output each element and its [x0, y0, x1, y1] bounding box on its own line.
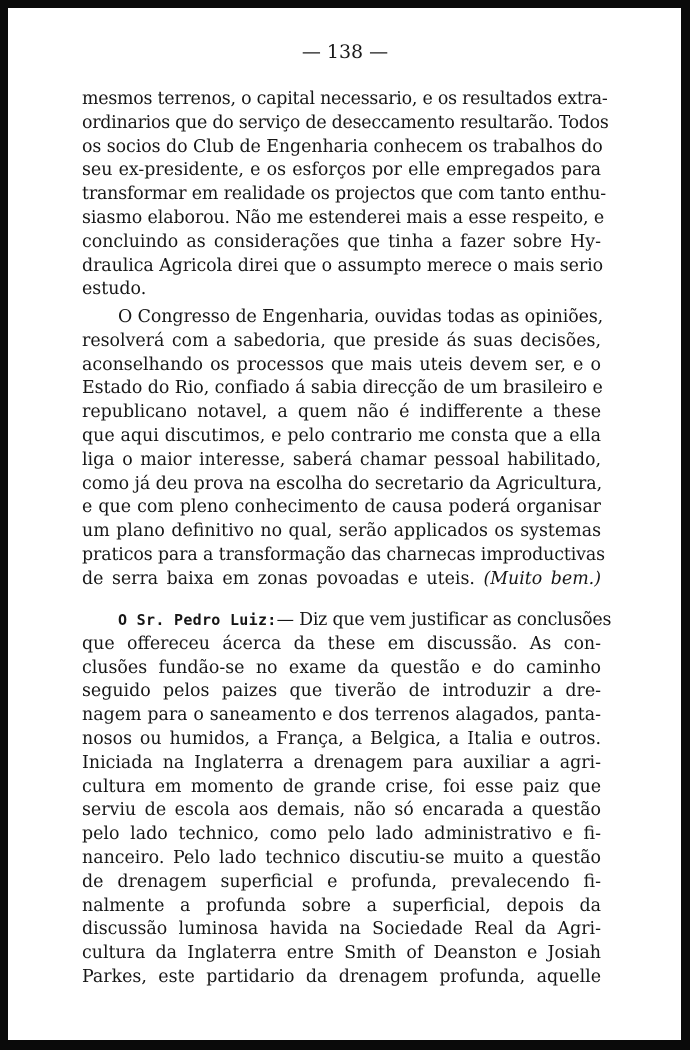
text-line: um plano definitivo no qual, serão applicados os systemas [82, 521, 601, 542]
paragraph-congresso [82, 306, 605, 592]
text-line: de drenagem superficial e profunda, prevalecendo fi- [82, 871, 601, 892]
text-line: liga o maior interesse, saberá chamar pessoal habilitado, [82, 449, 601, 470]
text-line: pelo lado technico, como pelo lado administrativo e fi- [82, 824, 601, 845]
text-line: nosos ou humidos, a França, a Belgica, a Italia e outros. [82, 728, 601, 749]
text-line: serviu de escola aos demais, não só encarada a questão [82, 800, 601, 821]
text-line: ordinarios que do serviço de deseccamento resultarão. Todos [82, 112, 609, 133]
text-line: discussão luminosa havida na Sociedade Real da Agri- [82, 919, 601, 940]
text-line: cultura em momento de grande crise, foi esse paiz que [82, 776, 601, 797]
text-line: Estado do Rio, confiado á sabia direcção de um brasileiro e [82, 378, 603, 399]
text-line: nanceiro. Pelo lado technico discutiu-se muito a questão [82, 847, 601, 868]
scan-border-right [681, 0, 690, 1050]
text-line-final-body: de serra baixa em zonas povoadas e uteis. [82, 568, 475, 589]
text-line-final [82, 568, 601, 592]
text-line: praticos para a transformação das charnecas improductivas [82, 544, 605, 565]
text-line: nagem para o saneamento e dos terrenos alagados, panta- [82, 705, 601, 726]
paragraph-speaker [82, 609, 612, 990]
text-line: Iniciada na Inglaterra a drenagem para auxiliar a agri- [82, 752, 601, 773]
speech-opening: — Diz que vem justificar as conclusões [276, 610, 612, 630]
text-line: mesmos terrenos, o capital necessario, e os resultados extra- [82, 89, 608, 109]
scan-border-bottom [0, 1040, 690, 1050]
text-line: transformar em realidade os projectos que com tanto enthu- [82, 184, 607, 205]
text-line: estudo. [82, 279, 147, 300]
text-line: siasmo elaborou. Não me estenderei mais a esse respeito, e [82, 207, 605, 228]
speaker-name: O Sr. Pedro Luiz: [118, 611, 277, 629]
text-line: seu ex-presidente, e os esforços por elle empregados para [82, 160, 601, 181]
text-line: clusões fundão-se no exame da questão e do caminho [82, 657, 601, 678]
scan-border-top [0, 0, 690, 8]
text-line: seguido pelos paizes que tiverão de introduzir a dre- [82, 681, 601, 702]
text-line: como já deu prova na escolha do secretario da Agricultura, [82, 473, 603, 494]
text-line: que aqui discutimos, e pelo contrario me consta que a ella [82, 425, 601, 446]
text-line-speaker [82, 609, 612, 633]
text-line: que offereceu ácerca da these em discussão. As con- [82, 633, 601, 654]
text-line: Parkes, este partidario da drenagem profunda, aquelle [82, 966, 601, 987]
paragraph-continuation [82, 88, 609, 302]
scan-border-left [0, 0, 8, 1050]
text-line: draulica Agricola direi que o assumpto merece o mais serio [82, 255, 603, 276]
text-line: nalmente a profunda sobre a superficial, depois da [82, 895, 601, 916]
text-line: os socios do Club de Engenharia conhecem os trabalhos do [82, 136, 603, 157]
text-line: concluindo as considerações que tinha a fazer sobre Hy- [82, 231, 601, 252]
text-line: aconselhando os processos que mais uteis devem ser, e o [82, 354, 601, 375]
text-line: O Congresso de Engenharia, ouvidas todas as opiniões, [118, 307, 604, 327]
text-line: cultura da Inglaterra entre Smith of Deanston e Josiah [82, 943, 601, 964]
page-number: — 138 — [301, 41, 389, 63]
text-line: e que com pleno conhecimento de causa poderá organisar [82, 497, 601, 518]
applause-note: (Muito bem.) [483, 568, 601, 589]
text-line: republicano notavel, a quem não é indifferente a these [82, 402, 601, 423]
text-line: resolverá com a sabedoria, que preside ás suas decisões, [82, 330, 601, 351]
